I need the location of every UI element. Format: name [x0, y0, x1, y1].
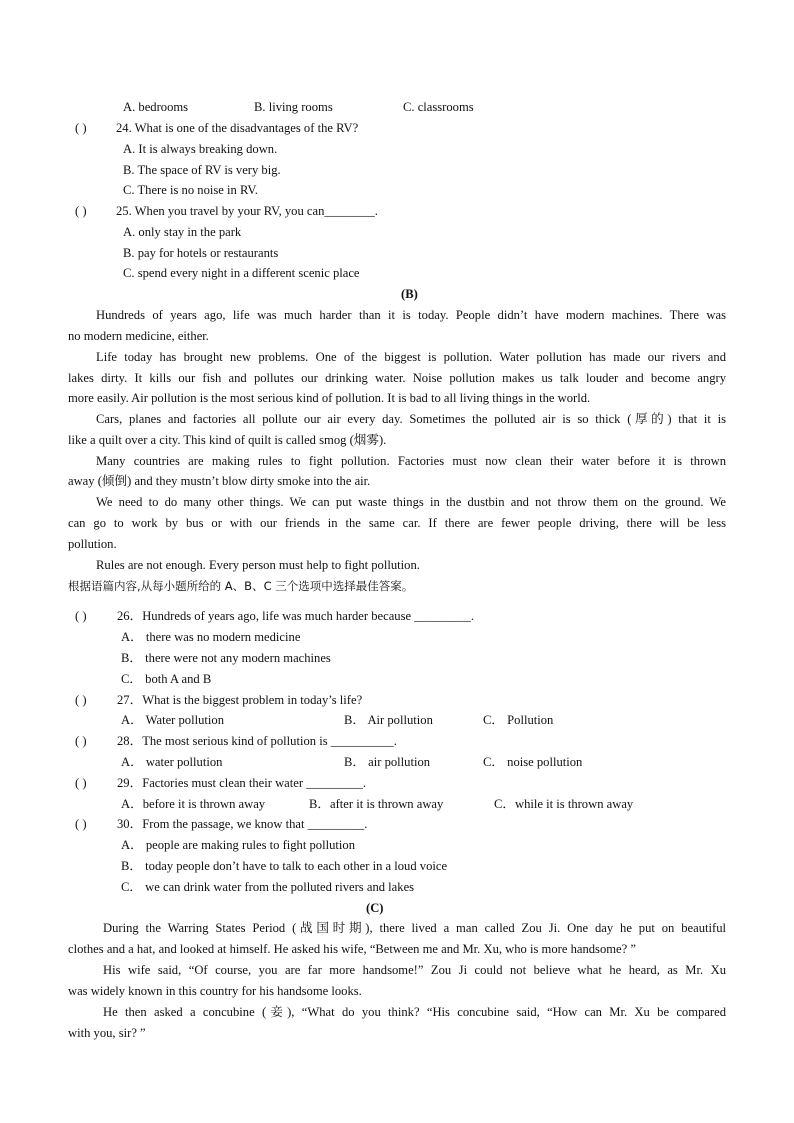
paragraph-line: He then asked a concubine (妾), “What do you think? “His concubine said, “How can Mr. Xu be compared: [103, 1005, 726, 1019]
question-stem: 27．What is the biggest problem in today’s life?: [117, 693, 363, 707]
option-b: B. pay for hotels or restaurants: [123, 246, 279, 260]
option-a: A． there was no modern medicine: [121, 630, 301, 644]
option-c: C． Pollution: [483, 713, 554, 727]
q23-option-a: A. bedrooms: [123, 100, 189, 114]
paragraph-line: with you, sir? ”: [68, 1026, 146, 1040]
answer-bracket[interactable]: ( ): [75, 693, 87, 707]
q23-option-c: C. classrooms: [403, 100, 474, 114]
option-a: A．before it is thrown away: [121, 797, 266, 811]
option-a: A. only stay in the park: [123, 225, 242, 239]
question-stem: 29．Factories must clean their water _________.: [117, 776, 367, 790]
instruction: 根据语篇内容,从每小题所给的 A、B、C 三个选项中选择最佳答案。: [68, 579, 414, 593]
paragraph-line: Rules are not enough. Every person must help to fight pollution.: [96, 558, 420, 572]
option-c: C．while it is thrown away: [494, 797, 634, 811]
option-a: A． people are making rules to fight pollution: [121, 838, 355, 852]
paragraph-line: clothes and a hat, and looked at himself. He asked his wife, “Between me and Mr. Xu, who is more handsome? ”: [68, 942, 636, 956]
answer-bracket[interactable]: ( ): [75, 817, 87, 831]
option-b: B． air pollution: [344, 755, 431, 769]
paragraph-line: was widely known in this country for his handsome looks.: [68, 984, 362, 998]
question-stem: 28．The most serious kind of pollution is __________.: [117, 734, 397, 748]
option-c: C． we can drink water from the polluted rivers and lakes: [121, 880, 415, 894]
option-b: B． there were not any modern machines: [121, 651, 331, 665]
option-c: C. There is no noise in RV.: [123, 183, 258, 197]
option-c: C. spend every night in a different scenic place: [123, 266, 360, 280]
paragraph-line: lakes dirty. It kills our fish and pollutes our drinking water. Noise pollution makes us talk louder and become angry: [68, 371, 726, 385]
q23-option-b: B. living rooms: [254, 100, 333, 114]
question-stem: 26．Hundreds of years ago, life was much harder because _________.: [117, 609, 475, 623]
option-c: C． both A and B: [121, 672, 212, 686]
section-heading-b: (B): [401, 287, 418, 301]
paragraph-line: Many countries are making rules to fight pollution. Factories must now clean their water before it is thrown: [96, 454, 726, 468]
paragraph-line: no modern medicine, either.: [68, 329, 209, 343]
answer-bracket[interactable]: ( ): [75, 776, 87, 790]
option-b: B． Air pollution: [344, 713, 433, 727]
paragraph-line: away (倾倒) and they mustn’t blow dirty smoke into the air.: [68, 474, 371, 488]
option-a: A． water pollution: [121, 755, 223, 769]
paragraph-line: more easily. Air pollution is the most serious kind of pollution. It is bad to all living things in the world.: [68, 391, 591, 405]
question-stem: 30．From the passage, we know that _________.: [117, 817, 368, 831]
paragraph-line: Hundreds of years ago, life was much harder than it is today. People didn’t have modern machines. There was: [96, 308, 726, 322]
paragraph-line: Cars, planes and factories all pollute our air every day. Sometimes the polluted air is so thick (厚的) that it is: [96, 412, 726, 426]
option-c: C． noise pollution: [483, 755, 583, 769]
option-a: A． Water pollution: [121, 713, 224, 727]
paragraph-line: pollution.: [68, 537, 117, 551]
paragraph-line: can go to work by bus or with our friends in the same car. If there are fewer people driving, there will be less: [68, 516, 726, 530]
answer-bracket[interactable]: ( ): [75, 609, 87, 623]
paragraph-line: Life today has brought new problems. One of the biggest is pollution. Water pollution has made our rivers and: [96, 350, 726, 364]
answer-bracket[interactable]: ( ): [75, 121, 87, 135]
paragraph-line: We need to do many other things. We can put waste things in the dustbin and not throw them on the ground. We: [96, 495, 726, 509]
question-stem: 24. What is one of the disadvantages of the RV?: [116, 121, 359, 135]
option-b: B． today people don’t have to talk to each other in a loud voice: [121, 859, 448, 873]
option-b: B. The space of RV is very big.: [123, 163, 281, 177]
question-stem: 25. When you travel by your RV, you can________.: [116, 204, 378, 218]
paragraph-line: His wife said, “Of course, you are far more handsome!” Zou Ji could not believe what he heard, as Mr. Xu: [103, 963, 726, 977]
answer-bracket[interactable]: ( ): [75, 204, 87, 218]
section-heading-c: (C): [366, 901, 384, 915]
option-a: A. It is always breaking down.: [123, 142, 278, 156]
paragraph-line: During the Warring States Period (战国时期), there lived a man called Zou Ji. One day he put on beautiful: [103, 921, 726, 935]
answer-bracket[interactable]: ( ): [75, 734, 87, 748]
option-b: B．after it is thrown away: [309, 797, 444, 811]
paragraph-line: like a quilt over a city. This kind of quilt is called smog (烟雾).: [68, 433, 387, 447]
